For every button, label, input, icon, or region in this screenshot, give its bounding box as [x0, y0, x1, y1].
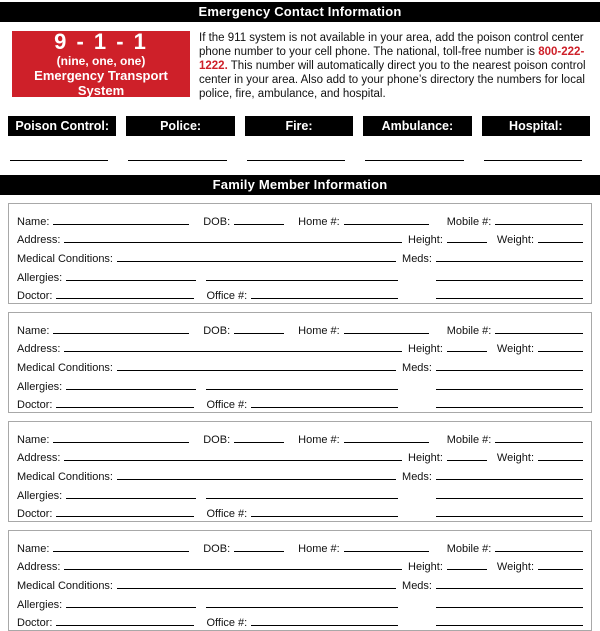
allergies-label: Allergies:	[17, 598, 63, 611]
instructions-paragraph	[199, 31, 590, 101]
contact-column-poison-control	[8, 116, 116, 161]
police-number-line[interactable]	[128, 160, 226, 161]
home-number-label: Home #:	[298, 215, 340, 228]
height-line[interactable]	[447, 242, 487, 243]
height-line[interactable]	[447, 460, 487, 461]
emergency-911-box	[12, 31, 190, 97]
mobile-number-label: Mobile #:	[446, 324, 492, 337]
medical-conditions-line[interactable]	[117, 588, 396, 589]
doctor-label: Doctor:	[17, 290, 53, 303]
height-label: Height:	[408, 343, 443, 356]
member-row-address	[17, 228, 583, 247]
doctor-line[interactable]	[56, 516, 194, 517]
medical-conditions-line[interactable]	[117, 261, 396, 262]
member-row-doctor	[17, 284, 583, 303]
doctor-label: Doctor:	[17, 508, 53, 521]
emergency-911-section	[12, 31, 590, 101]
address-line[interactable]	[64, 351, 402, 352]
medical-conditions-line[interactable]	[117, 479, 396, 480]
doctor-line[interactable]	[56, 625, 194, 626]
member-row-allergies	[17, 483, 583, 502]
height-label: Height:	[408, 234, 443, 247]
address-line[interactable]	[64, 460, 402, 461]
family-section-header	[0, 175, 600, 195]
contact-label-fire: Fire:	[245, 116, 353, 136]
allergies-line[interactable]	[66, 280, 196, 281]
member-row-address	[17, 446, 583, 465]
home-number-line[interactable]	[344, 442, 429, 443]
instructions-text-before: If the 911 system is not available in your area, add the poison control center phone number to your cell phone. The national, toll-free number is	[199, 32, 584, 58]
address-label: Address:	[17, 452, 61, 465]
name-label: Name:	[17, 215, 50, 228]
contact-column-hospital	[482, 116, 590, 161]
meds-extra-line-1[interactable]	[436, 280, 583, 281]
meds-line[interactable]	[436, 588, 583, 589]
emergency-section-header	[0, 2, 600, 22]
height-line[interactable]	[447, 351, 487, 352]
weight-label: Weight:	[496, 234, 534, 247]
mobile-number-line[interactable]	[495, 224, 583, 225]
dob-label: DOB:	[203, 215, 231, 228]
weight-label: Weight:	[496, 343, 534, 356]
mobile-number-label: Mobile #:	[446, 215, 492, 228]
meds-extra-line-1[interactable]	[436, 389, 583, 390]
dob-label: DOB:	[203, 324, 231, 337]
medical-conditions-label: Medical Conditions:	[17, 580, 113, 593]
family-section-title: Family Member Information	[212, 177, 388, 192]
medical-conditions-label: Medical Conditions:	[17, 471, 113, 484]
contact-label-ambulance: Ambulance:	[363, 116, 471, 136]
contact-label-police: Police:	[126, 116, 234, 136]
mobile-number-line[interactable]	[495, 333, 583, 334]
doctor-label: Doctor:	[17, 399, 53, 412]
emergency-transport-subtitle: Emergency Transport System	[34, 68, 168, 98]
member-row-name	[17, 427, 583, 446]
office-number-line[interactable]	[251, 298, 398, 299]
meds-extra-line-2[interactable]	[436, 625, 583, 626]
height-line[interactable]	[447, 569, 487, 570]
hospital-number-line[interactable]	[484, 160, 582, 161]
family-member-blocks	[8, 203, 592, 631]
weight-line[interactable]	[538, 460, 583, 461]
meds-line[interactable]	[436, 261, 583, 262]
member-row-name	[17, 318, 583, 337]
doctor-line[interactable]	[56, 407, 194, 408]
ambulance-number-line[interactable]	[365, 160, 463, 161]
member-row-medical	[17, 573, 583, 592]
address-line[interactable]	[64, 569, 402, 570]
instructions-text-after: This number will automatically direct you to the nearest poison control center in your area. Also add to your phone’s directory the numbers for local police, fire, ambulance, and hospital.	[199, 60, 586, 100]
home-number-label: Home #:	[298, 433, 340, 446]
member-row-address	[17, 555, 583, 574]
contact-column-ambulance	[363, 116, 471, 161]
meds-label: Meds:	[402, 362, 432, 375]
mobile-number-line[interactable]	[495, 442, 583, 443]
member-row-medical	[17, 464, 583, 483]
family-member-block	[8, 203, 592, 304]
medical-conditions-label: Medical Conditions:	[17, 253, 113, 266]
member-row-allergies	[17, 265, 583, 284]
office-number-label: Office #:	[206, 508, 248, 521]
medical-conditions-line[interactable]	[117, 370, 396, 371]
emergency-number-words: (nine, one, one)	[56, 54, 146, 68]
allergies-extra-line[interactable]	[206, 280, 398, 281]
dob-label: DOB:	[203, 433, 231, 446]
allergies-line[interactable]	[66, 389, 196, 390]
meds-extra-line-2[interactable]	[436, 516, 583, 517]
meds-extra-line-2[interactable]	[436, 407, 583, 408]
family-member-block	[8, 312, 592, 413]
office-number-label: Office #:	[206, 290, 248, 303]
family-member-block	[8, 530, 592, 631]
family-member-block	[8, 421, 592, 522]
allergies-label: Allergies:	[17, 271, 63, 284]
office-number-line[interactable]	[251, 516, 398, 517]
meds-line[interactable]	[436, 370, 583, 371]
weight-line[interactable]	[538, 351, 583, 352]
meds-label: Meds:	[402, 580, 432, 593]
weight-label: Weight:	[496, 452, 534, 465]
meds-line[interactable]	[436, 479, 583, 480]
allergies-extra-line[interactable]	[206, 607, 398, 608]
name-line[interactable]	[53, 224, 189, 225]
contact-column-police	[126, 116, 234, 161]
doctor-line[interactable]	[56, 298, 194, 299]
address-line[interactable]	[64, 242, 402, 243]
home-number-line[interactable]	[344, 333, 429, 334]
allergies-label: Allergies:	[17, 380, 63, 393]
dob-line[interactable]	[234, 333, 284, 334]
member-row-address	[17, 337, 583, 356]
member-row-allergies	[17, 374, 583, 393]
contact-label-hospital: Hospital:	[482, 116, 590, 136]
office-number-line[interactable]	[251, 625, 398, 626]
office-number-label: Office #:	[206, 399, 248, 412]
weight-label: Weight:	[496, 561, 534, 574]
member-row-medical	[17, 246, 583, 265]
poison-control-phone-number: 800-222-1222.	[199, 46, 585, 72]
emergency-number: 9 - 1 - 1	[54, 29, 148, 54]
emergency-section-title: Emergency Contact Information	[198, 4, 402, 19]
allergies-extra-line[interactable]	[206, 389, 398, 390]
member-row-allergies	[17, 592, 583, 611]
name-label: Name:	[17, 542, 50, 555]
address-label: Address:	[17, 561, 61, 574]
fire-number-line[interactable]	[247, 160, 345, 161]
poison-control-number-line[interactable]	[10, 160, 108, 161]
address-label: Address:	[17, 343, 61, 356]
name-label: Name:	[17, 433, 50, 446]
meds-label: Meds:	[402, 471, 432, 484]
doctor-label: Doctor:	[17, 617, 53, 630]
mobile-number-label: Mobile #:	[446, 433, 492, 446]
meds-extra-line-1[interactable]	[436, 607, 583, 608]
meds-extra-line-2[interactable]	[436, 298, 583, 299]
dob-line[interactable]	[234, 551, 284, 552]
weight-line[interactable]	[538, 242, 583, 243]
address-label: Address:	[17, 234, 61, 247]
meds-label: Meds:	[402, 253, 432, 266]
office-number-label: Office #:	[206, 617, 248, 630]
name-line[interactable]	[53, 551, 189, 552]
member-row-doctor	[17, 502, 583, 521]
height-label: Height:	[408, 452, 443, 465]
contact-label-poison-control: Poison Control:	[8, 116, 116, 136]
medical-conditions-label: Medical Conditions:	[17, 362, 113, 375]
meds-extra-line-1[interactable]	[436, 498, 583, 499]
member-row-doctor	[17, 611, 583, 630]
mobile-number-label: Mobile #:	[446, 542, 492, 555]
name-label: Name:	[17, 324, 50, 337]
member-row-name	[17, 536, 583, 555]
home-number-label: Home #:	[298, 542, 340, 555]
office-number-line[interactable]	[251, 407, 398, 408]
height-label: Height:	[408, 561, 443, 574]
dob-line[interactable]	[234, 442, 284, 443]
weight-line[interactable]	[538, 569, 583, 570]
home-number-label: Home #:	[298, 324, 340, 337]
member-row-medical	[17, 355, 583, 374]
member-row-name	[17, 209, 583, 228]
dob-line[interactable]	[234, 224, 284, 225]
home-number-line[interactable]	[344, 224, 429, 225]
allergies-extra-line[interactable]	[206, 498, 398, 499]
allergies-label: Allergies:	[17, 489, 63, 502]
allergies-line[interactable]	[66, 498, 196, 499]
contact-column-fire	[245, 116, 353, 161]
mobile-number-line[interactable]	[495, 551, 583, 552]
name-line[interactable]	[53, 333, 189, 334]
emergency-contacts-row	[8, 116, 590, 161]
member-row-doctor	[17, 393, 583, 412]
dob-label: DOB:	[203, 542, 231, 555]
allergies-line[interactable]	[66, 607, 196, 608]
name-line[interactable]	[53, 442, 189, 443]
home-number-line[interactable]	[344, 551, 429, 552]
